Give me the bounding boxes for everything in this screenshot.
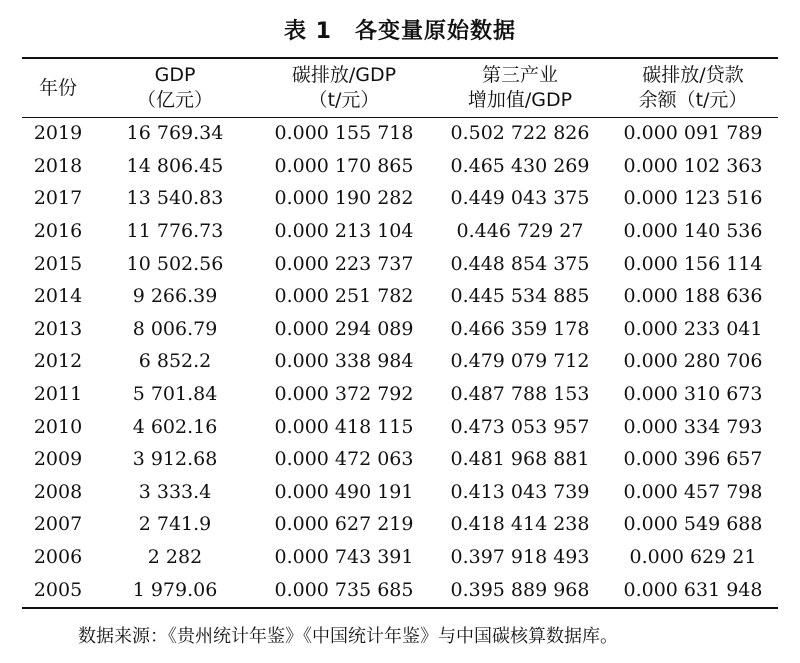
cell-gdp: 16 769.34 <box>126 122 224 145</box>
table-row <box>22 541 778 574</box>
header-carbon-gdp-line1: 碳排放/GDP <box>291 64 397 86</box>
table-row <box>22 150 778 183</box>
cell-carbon-loan: 0.000 310 673 <box>623 383 763 406</box>
table-body <box>22 117 778 606</box>
cell-gdp: 11 776.73 <box>126 220 224 243</box>
cell-tertiary: 0.418 414 238 <box>450 513 590 536</box>
cell-tertiary: 0.473 053 957 <box>450 415 590 438</box>
cell-carbon-gdp: 0.000 735 685 <box>274 578 414 601</box>
cell-tertiary: 0.479 079 712 <box>450 350 590 373</box>
cell-year: 2016 <box>33 220 83 243</box>
cell-carbon-gdp: 0.000 627 219 <box>274 513 414 536</box>
cell-carbon-gdp: 0.000 338 984 <box>274 350 414 373</box>
cell-tertiary: 0.481 968 881 <box>450 448 590 471</box>
table-row <box>22 117 778 150</box>
cell-gdp: 10 502.56 <box>126 252 224 275</box>
cell-carbon-loan: 0.000 629 21 <box>629 546 757 569</box>
cell-carbon-gdp: 0.000 372 792 <box>274 383 414 406</box>
cell-gdp: 4 602.16 <box>132 415 218 438</box>
cell-carbon-gdp: 0.000 294 089 <box>274 317 414 340</box>
header-carbon-gdp <box>256 59 432 117</box>
header-tertiary-line1: 第三产业 <box>481 64 558 86</box>
header-tertiary-line2: 增加值/GDP <box>467 89 573 111</box>
cell-tertiary: 0.448 854 375 <box>450 252 590 275</box>
table-row <box>22 410 778 443</box>
table-row <box>22 313 778 346</box>
cell-gdp: 5 701.84 <box>132 383 218 406</box>
cell-carbon-gdp: 0.000 213 104 <box>274 220 414 243</box>
cell-year: 2008 <box>33 480 83 503</box>
table-row <box>22 182 778 215</box>
cell-carbon-gdp: 0.000 251 782 <box>274 285 414 308</box>
cell-tertiary: 0.449 043 375 <box>450 187 590 210</box>
cell-carbon-loan: 0.000 123 516 <box>623 187 763 210</box>
header-gdp-line2: （亿元） <box>136 89 213 111</box>
cell-year: 2007 <box>33 513 83 536</box>
table-row <box>22 378 778 411</box>
table-row <box>22 476 778 509</box>
cell-carbon-gdp: 0.000 223 737 <box>274 252 414 275</box>
cell-carbon-loan: 0.000 233 041 <box>623 317 763 340</box>
cell-gdp: 6 852.2 <box>138 350 212 373</box>
cell-carbon-loan: 0.000 140 536 <box>623 220 763 243</box>
table-row <box>22 247 778 280</box>
header-gdp <box>94 59 256 117</box>
bottom-rule <box>22 607 778 609</box>
table-row <box>22 443 778 476</box>
cell-year: 2017 <box>33 187 83 210</box>
cell-gdp: 2 741.9 <box>138 513 212 536</box>
header-tertiary <box>432 59 608 117</box>
cell-year: 2014 <box>33 285 83 308</box>
header-year-line1: 年份 <box>38 76 77 99</box>
cell-carbon-gdp: 0.000 418 115 <box>274 415 414 438</box>
cell-year: 2010 <box>33 415 83 438</box>
cell-gdp: 1 979.06 <box>132 578 218 601</box>
cell-tertiary: 0.445 534 885 <box>450 285 590 308</box>
data-table <box>22 59 778 606</box>
table-row <box>22 215 778 248</box>
header-carbon-loan <box>608 59 778 117</box>
cell-carbon-loan: 0.000 457 798 <box>623 480 763 503</box>
header-carbon-loan-line1: 碳排放/贷款 <box>642 64 744 86</box>
cell-tertiary: 0.465 430 269 <box>450 154 590 177</box>
cell-carbon-gdp: 0.000 170 865 <box>274 154 414 177</box>
cell-tertiary: 0.446 729 27 <box>456 220 584 243</box>
header-carbon-gdp-line2: （t/元） <box>308 89 380 111</box>
cell-year: 2011 <box>33 383 83 406</box>
source-note: 数据来源：《贵州统计年鉴》《中国统计年鉴》与中国碳核算数据库。 <box>78 626 618 647</box>
header-year <box>22 59 94 117</box>
header-gdp-line1: GDP <box>154 64 196 86</box>
cell-carbon-loan: 0.000 091 789 <box>623 122 763 145</box>
cell-carbon-loan: 0.000 549 688 <box>623 513 763 536</box>
cell-gdp: 2 282 <box>147 546 203 569</box>
cell-gdp: 14 806.45 <box>126 154 224 177</box>
cell-year: 2013 <box>33 317 83 340</box>
cell-year: 2019 <box>33 122 83 145</box>
cell-carbon-gdp: 0.000 190 282 <box>274 187 414 210</box>
table-title: 表 1 各变量原始数据 <box>284 19 516 44</box>
cell-tertiary: 0.413 043 739 <box>450 480 590 503</box>
cell-year: 2018 <box>33 154 83 177</box>
cell-gdp: 8 006.79 <box>132 317 218 340</box>
cell-year: 2012 <box>33 350 83 373</box>
cell-tertiary: 0.395 889 968 <box>450 578 590 601</box>
cell-tertiary: 0.397 918 493 <box>450 546 590 569</box>
cell-carbon-loan: 0.000 102 363 <box>623 154 763 177</box>
table-row <box>22 280 778 313</box>
cell-carbon-gdp: 0.000 472 063 <box>274 448 414 471</box>
cell-carbon-loan: 0.000 334 793 <box>623 415 763 438</box>
cell-year: 2006 <box>33 546 83 569</box>
cell-year: 2009 <box>33 448 83 471</box>
table-row <box>22 345 778 378</box>
cell-carbon-loan: 0.000 396 657 <box>623 448 763 471</box>
cell-carbon-gdp: 0.000 743 391 <box>274 546 414 569</box>
cell-tertiary: 0.502 722 826 <box>450 122 590 145</box>
cell-carbon-loan: 0.000 631 948 <box>623 578 763 601</box>
cell-gdp: 3 333.4 <box>138 480 212 503</box>
cell-carbon-loan: 0.000 280 706 <box>623 350 763 373</box>
table-row <box>22 508 778 541</box>
cell-gdp: 3 912.68 <box>132 448 218 471</box>
cell-carbon-loan: 0.000 156 114 <box>623 252 763 275</box>
cell-tertiary: 0.466 359 178 <box>450 317 590 340</box>
cell-year: 2005 <box>33 578 83 601</box>
header-row <box>22 59 778 117</box>
cell-carbon-loan: 0.000 188 636 <box>623 285 763 308</box>
cell-carbon-gdp: 0.000 490 191 <box>274 480 414 503</box>
header-carbon-loan-line2: 余额（t/元） <box>638 89 748 111</box>
cell-tertiary: 0.487 788 153 <box>450 383 590 406</box>
cell-gdp: 13 540.83 <box>126 187 224 210</box>
table-row <box>22 573 778 606</box>
cell-gdp: 9 266.39 <box>132 285 218 308</box>
cell-carbon-gdp: 0.000 155 718 <box>274 122 414 145</box>
cell-year: 2015 <box>33 252 83 275</box>
